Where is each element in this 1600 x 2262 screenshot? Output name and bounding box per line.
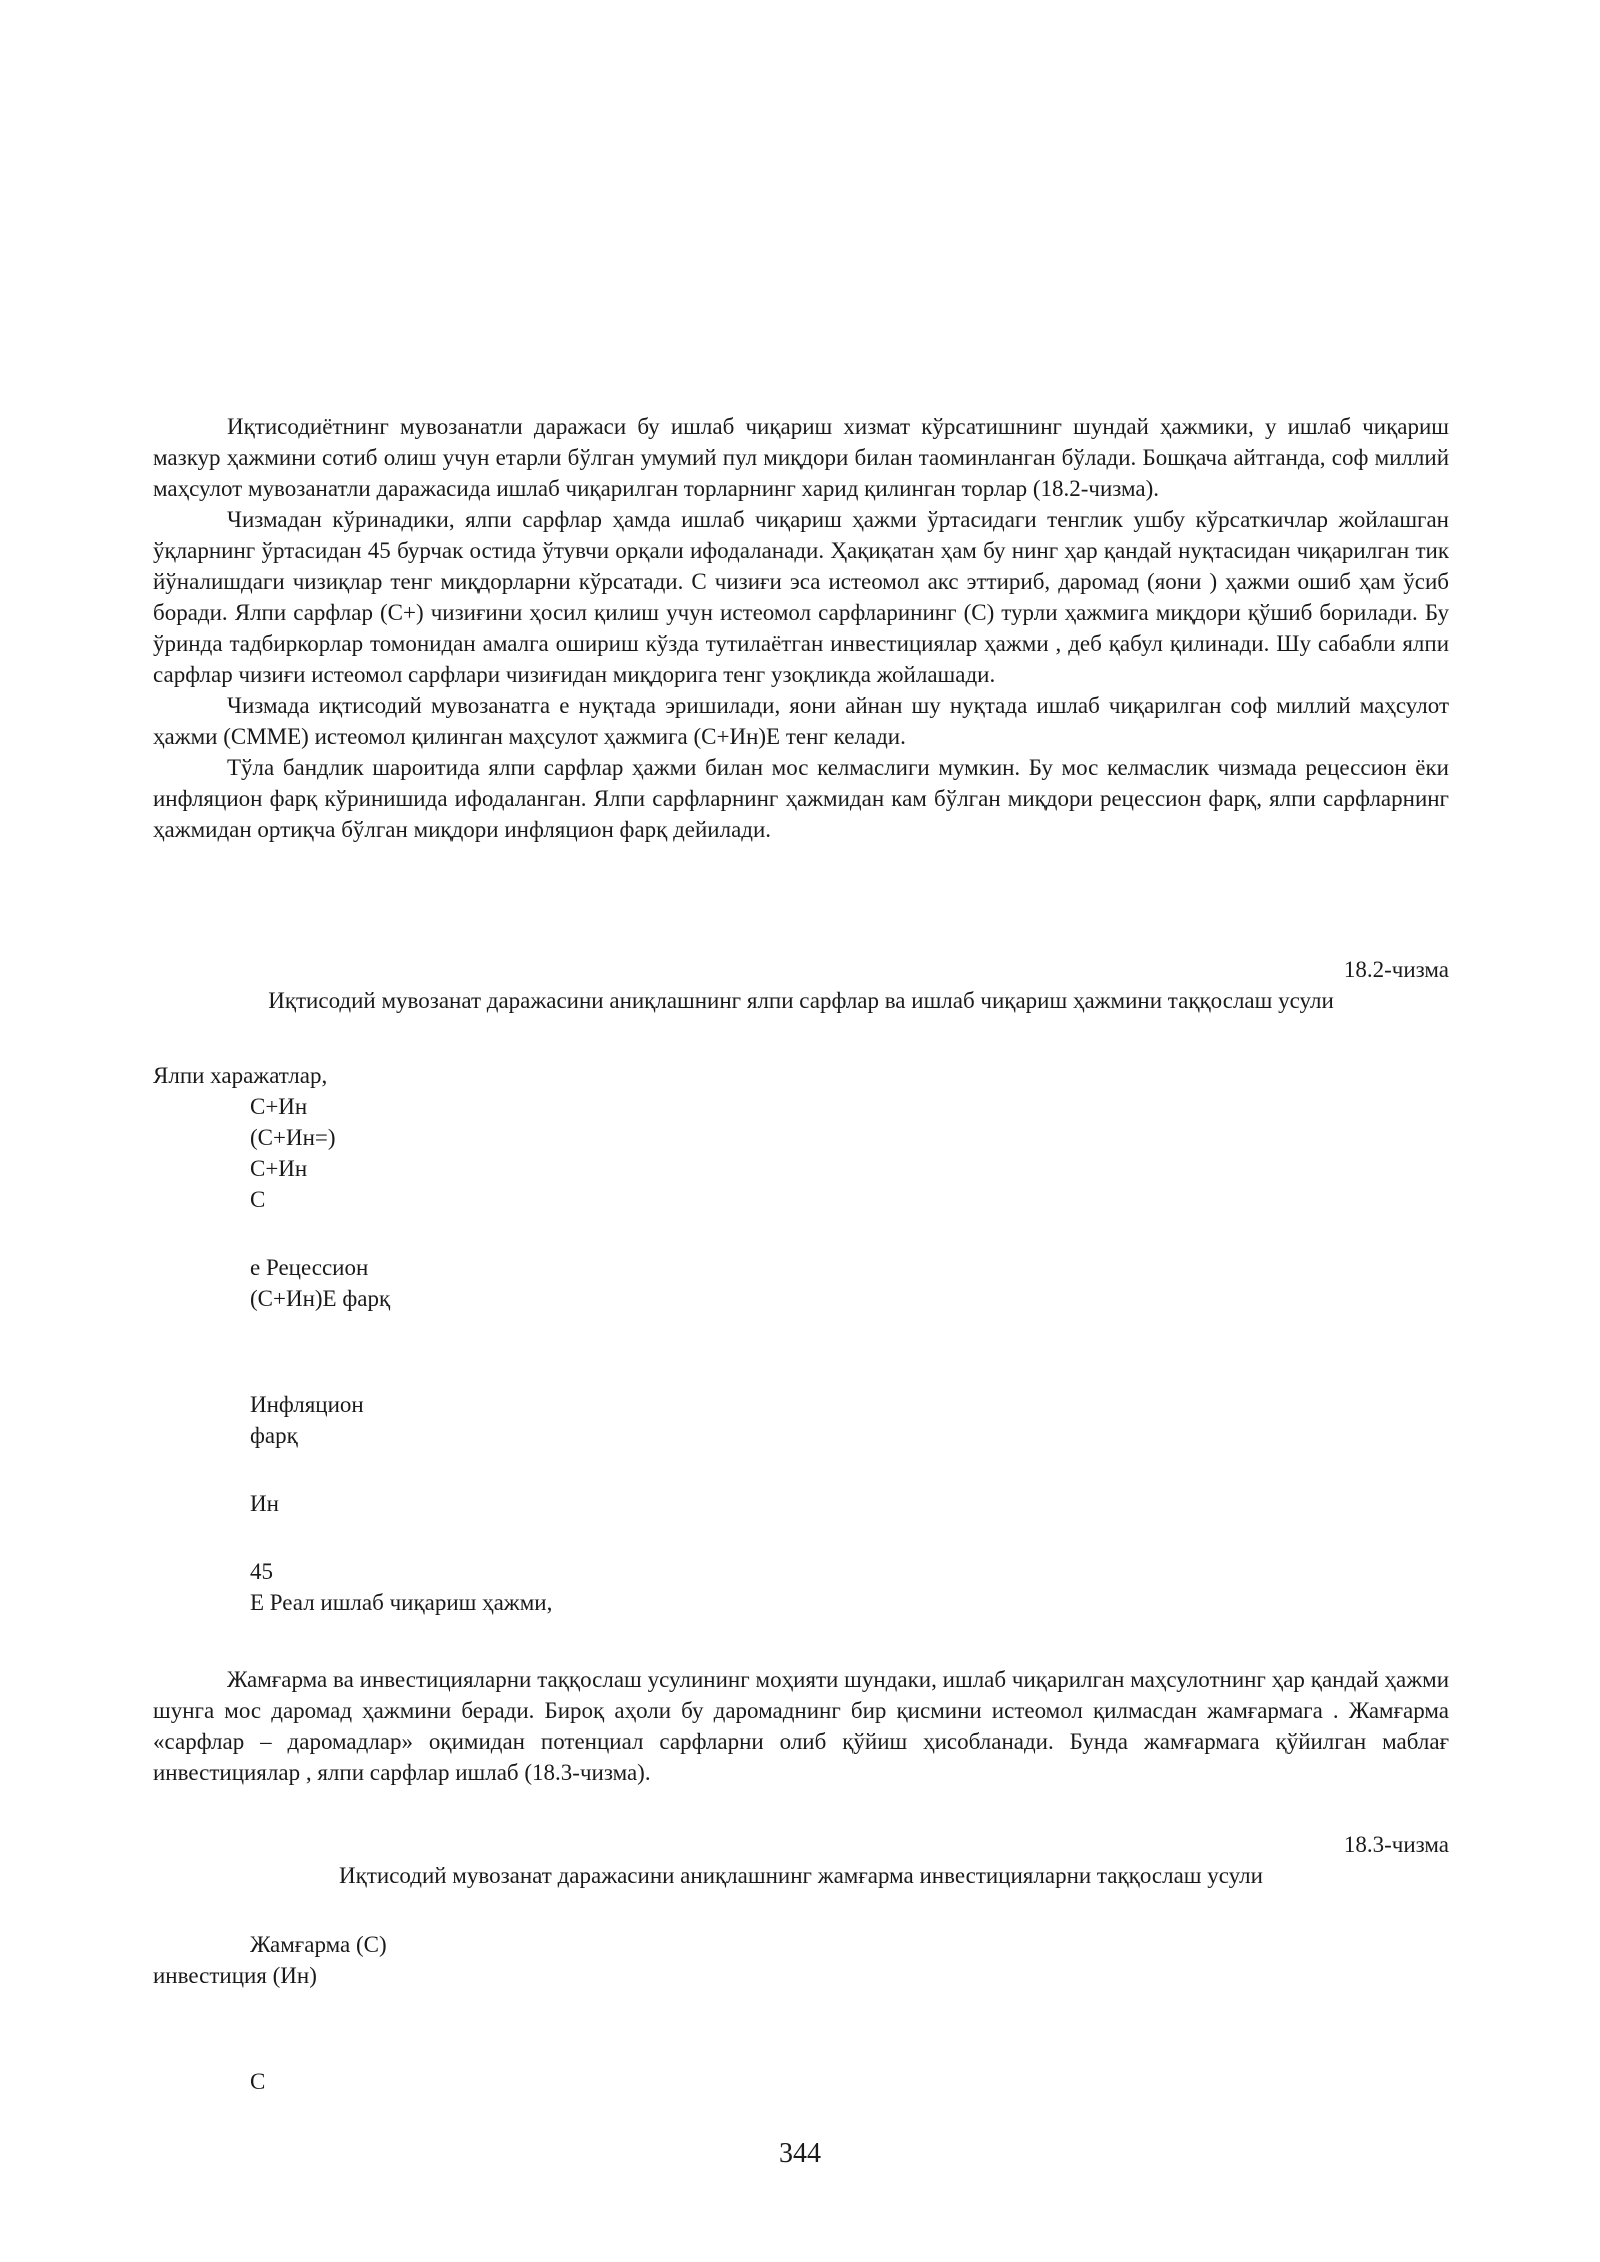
figure-caption: Иқтисодий мувозанат даражасини аниқлашнинг жамғарма инвестицияларни таққослаш усули [339,1863,1263,1888]
curve-label: С [250,2069,266,2094]
gap-label: е Рецессион [250,1255,369,1280]
figure-number: 18.2-чизма [1343,957,1449,982]
curve-label: (С+Ин=) [250,1125,336,1150]
figure-caption: Иқтисодий мувозанат даражасини аниқлашнинг ялпи сарфлар ва ишлаб чиқариш ҳажмини таққослаш усули [268,988,1334,1013]
angle-label: 45 [250,1559,273,1584]
curve-label: Ин [250,1491,279,1516]
gap-label: Инфляцион [250,1392,364,1417]
paragraph: Чизмадан кўринадики, ялпи сарфлар ҳамда ишлаб чиқариш ҳажми ўртасидаги тенглик ушбу кўрсаткичлар жойлашган ўқларнинг ўртасидан 45 бурчак остида ўтувчи орқали ифодаланади. Ҳақиқатан ҳам бу нинг ҳар қандай нуқтасидан чиқарилган тик йўналишдаги чизиқлар тенг миқдорларни кўрсатади. С чизиғи эса истеомол акс эттириб, даромад (яони ) ҳажми ошиб ҳам ўсиб боради. Ялпи сарфлар (С+) чизиғини ҳосил қилиш учун истеомол сарфларининг (С) турли ҳажмига миқдори қўшиб борилади. Бу ўринда тадбиркорлар томонидан амалга ошириш кўзда тутилаётган инвестициялар ҳажми , деб қабул қилинади. Шу сабабли ялпи сарфлар чизиғи истеомол сарфлари чизиғидан миқдорига тенг узоқликда жойлашади. [153,507,1449,687]
curve-label: С [250,1187,266,1212]
gap-label: фарқ [250,1423,298,1448]
paragraph: Жамғарма ва инвестицияларни таққослаш усулининг моҳияти шундаки, ишлаб чиқарилган маҳсулотнинг ҳар қандай ҳажми шунга мос даромад ҳажмини беради. Бироқ аҳоли бу даромаднинг бир қисмини истеомол қилмасдан жамғармага . Жамғарма «сарфлар – даромадлар» оқимидан потенциал сарфларни олиб қўйиш ҳисобланади. Бунда жамғармага қўйилган маблағ инвестициялар , ялпи сарфлар ишлаб (18.3-чизма). [153,1667,1449,1785]
intro-text [153,411,1449,845]
gap-label: (С+Ин)Е фарқ [250,1286,391,1311]
y-axis-label: Ялпи харажатлар, [153,1063,328,1088]
x-axis-label: Е Реал ишлаб чиқариш ҳажми, [250,1590,553,1615]
paragraph: Чизмада иқтисодий мувозанатга е нуқтада эришилади, яони айнан шу нуқтада ишлаб чиқарилган соф миллий маҳсулот ҳажми (СММЕ) истеомол қилинган маҳсулот ҳажмига (С+Ин)Е тенг келади. [153,693,1449,749]
paragraph: Иқтисодиётнинг мувозанатли даражаси бу ишлаб чиқариш хизмат кўрсатишнинг шундай ҳажмики, у ишлаб чиқариш мазкур ҳажмини сотиб олиш учун етарли бўлган умумий пул миқдори билан таоминланган бўлади. Бошқача айтганда, соф миллий маҳсулот мувозанатли даражасида ишлаб чиқарилган торларнинг харид қилинган торлар (18.2-чизма). [153,414,1449,501]
savings-label: Жамғарма (С) [250,1932,387,1957]
figure-number: 18.3-чизма [1343,1832,1449,1857]
curve-label: С+Ин [250,1156,308,1181]
curve-label: С+Ин [250,1094,308,1119]
investment-label: инвестиция (Ин) [153,1963,317,1988]
middle-text [153,1664,1449,1788]
paragraph: Тўла бандлик шароитида ялпи сарфлар ҳажми билан мос келмаслиги мумкин. Бу мос келмаслик чизмада рецессион ёки инфляцион фарқ кўринишида ифодаланган. Ялпи сарфларнинг ҳажмидан кам бўлган миқдори рецессион фарқ, ялпи сарфларнинг ҳажмидан ортиқча бўлган миқдори инфляцион фарқ дейилади. [153,755,1449,842]
page-number: 344 [779,2138,821,2169]
